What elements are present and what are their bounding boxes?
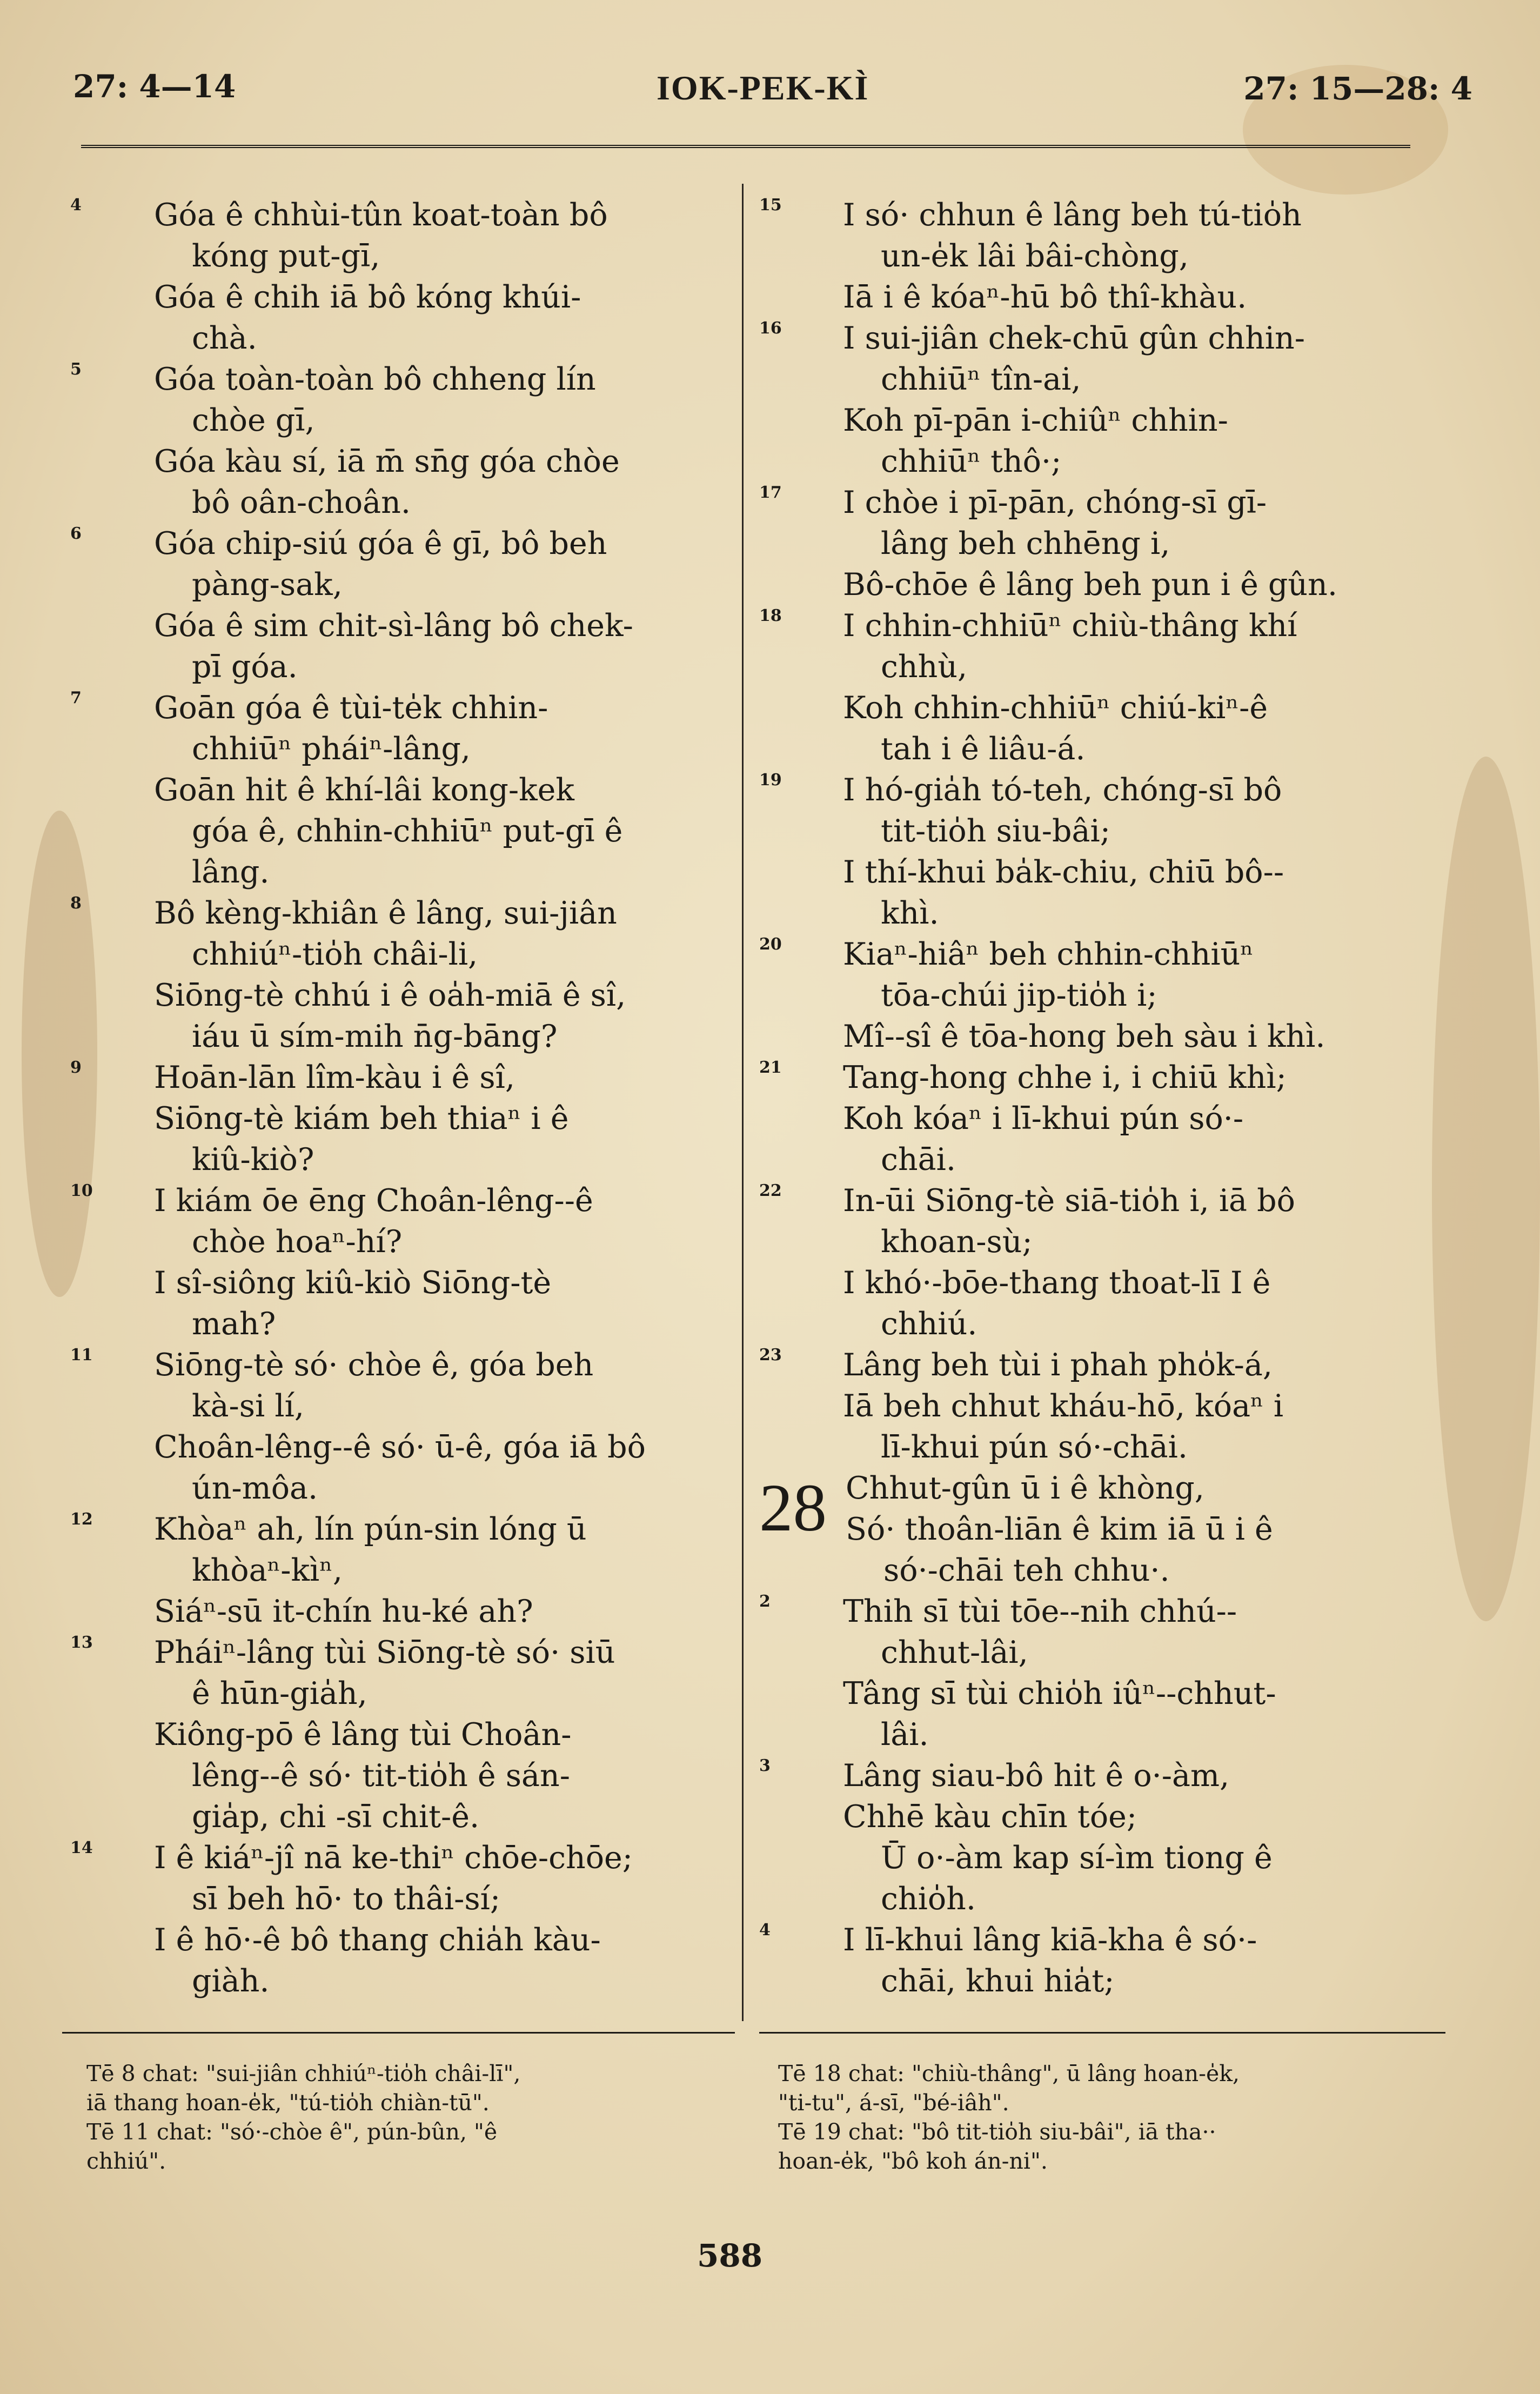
verse-line: Iā i ê kóaⁿ-hū bô thî-khàu. [843,279,1247,315]
verse-line: Kiaⁿ-hiâⁿ beh chhin-chhiūⁿ [843,937,1254,972]
verse-number: 9 [70,1058,82,1077]
verse-line: In-ūi Siōng-tè siā-tio̍h i, iā bô [843,1183,1295,1219]
verse-line: góa ê, chhin-chhiūⁿ put-gī ê [192,813,623,849]
verse-line: Koh chhin-chhiūⁿ chiú-kiⁿ-ê [843,690,1268,726]
verse-line: Koh pī-pān i-chiûⁿ chhin- [843,403,1228,438]
verse-line: Koh kóaⁿ i lī-khui pún só·- [843,1101,1244,1136]
verse-line: Tâng sī tùi chio̍h iûⁿ--chhut- [843,1676,1276,1711]
verse-line: Góa ê sim chit-sì-lâng bô chek- [154,608,633,644]
header-left-ref: 27: 4—14 [73,68,236,105]
verse-line: I chhin-chhiūⁿ chiù-thâng khí [843,608,1297,644]
verse-line: lâng beh chhēng i, [881,526,1170,561]
verse-line: bô oân-choân. [192,485,411,520]
verse-line: chāi, khui hia̍t; [881,1963,1115,1999]
verse-line: chāi. [881,1142,956,1178]
verse-line: pàng-sak, [192,567,343,603]
verse-line: Góa ê chhùi-tûn koat-toàn bô [154,197,608,233]
verse [759,1920,1443,2002]
verse-line: chhiúⁿ-tio̍h châi-li, [192,937,478,972]
verse-line: tit-tio̍h siu-bâi; [881,813,1110,849]
verse [759,1755,1443,1920]
verse-line: chhiūⁿ pháiⁿ-lâng, [192,731,471,767]
verse-number: 2 [759,1592,771,1611]
paper-stain [1432,757,1540,1621]
verse-number: 12 [70,1510,93,1529]
footnote-line: iā thang hoan-e̍k, "tú-tio̍h chiàn-tū". [86,2090,490,2116]
verse-number: 17 [759,483,782,502]
chapter-start [759,1468,1443,1591]
footnote-line: Tē 19 chat: "bô tit-tio̍h siu-bâi", iā tha·· [778,2119,1216,2145]
verse-line: Choân-lêng--ê só· ū-ê, góa iā bô [154,1429,646,1465]
verse-line: chòe hoaⁿ-hí? [192,1224,403,1260]
verse-line: lâi. [881,1717,929,1753]
right-column [759,195,1443,2002]
verse-line: Só· thoân-liān ê kim iā ū i ê [846,1512,1273,1547]
verse-line: lī-khui pún só·-chāi. [881,1429,1188,1465]
verse-line: Góa chip-siú góa ê gī, bô beh [154,526,607,561]
verse-line: chio̍h. [881,1881,976,1917]
verse-line: Hoān-lān lîm-kàu i ê sî, [154,1060,515,1095]
verse-line: I ê kiáⁿ-jî nā ke-thiⁿ chōe-chōe; [154,1840,633,1876]
verse [70,195,727,359]
header-rule [81,145,1410,150]
verse-line: tōa-chúi jip-tio̍h i; [881,978,1157,1013]
verse-line: gia̍p, chi -sī chit-ê. [192,1799,480,1835]
verse [759,770,1443,934]
verse-line: I só· chhun ê lâng beh tú-tio̍h [843,197,1302,233]
verse-line: Lâng beh tùi i phah pho̍k-á, [843,1347,1273,1383]
verse-line: só·-chāi teh chhu·. [883,1553,1170,1588]
verse-line: giàh. [192,1963,270,1999]
verse-line: I lī-khui lâng kiā-kha ê só·- [843,1922,1257,1958]
page-number: 588 [697,2237,763,2274]
verse-line: sī beh hō· to thâi-sí; [192,1881,501,1917]
verse-line: Lâng siau-bô hit ê o·-àm, [843,1758,1230,1794]
verse-line: Siōng-tè chhú i ê oa̍h-miā ê sî, [154,978,626,1013]
verse-line: chà. [192,320,257,356]
footnotes-left [86,2059,735,2176]
verse-line: iáu ū sím-mih n̄g-bāng? [192,1019,558,1054]
verse-line: Siōng-tè kiám beh thiaⁿ i ê [154,1101,569,1136]
verse [70,1057,727,1180]
verse [70,1509,727,1632]
verse [70,1632,727,1837]
verse-number: 5 [70,360,82,379]
verse-line: pī góa. [192,649,298,685]
verse-line: Khòaⁿ ah, lín pún-sin lóng ū [154,1512,587,1547]
verse-line: kiû-kiò? [192,1142,314,1178]
column-divider [742,184,744,2021]
verse-line: chhiú. [881,1306,977,1342]
verse [70,1345,727,1509]
verse [70,687,727,893]
verse-line: Bô kèng-khiân ê lâng, sui-jiân [154,895,617,931]
verse-line: Tang-hong chhe i, i chiū khì; [843,1060,1287,1095]
verse-line: un-e̍k lâi bâi-chòng, [881,238,1189,274]
verse-number: 21 [759,1058,782,1077]
verse-line: khoan-sù; [881,1224,1033,1260]
footnote-line: Tē 11 chat: "só·-chòe ê", pún-bûn, "ê [86,2119,498,2145]
footnote-line: chhiú". [86,2148,166,2174]
verse [70,359,727,523]
verse-line: chòe gī, [192,403,315,438]
verse-line: tah i ê liâu-á. [881,731,1086,767]
running-header [73,58,1472,112]
verse-line: I ê hō·-ê bô thang chia̍h kàu- [154,1922,601,1958]
verse [70,1837,727,2002]
verse-line: Chhut-gûn ū i ê khòng, [846,1470,1204,1506]
verse-line: I hó-gia̍h tó-teh, chóng-sī bô [843,772,1282,808]
verse [759,1057,1443,1180]
verse [759,195,1443,318]
verse-line: Góa kàu sí, iā m̄ sn̄g góa chòe [154,444,620,479]
verse-line: chhiūⁿ tîn-ai, [881,362,1081,397]
footnote-rule-left [62,2032,735,2034]
verse-line: Góa toàn-toàn bô chheng lín [154,362,596,397]
verse-line: Pháiⁿ-lâng tùi Siōng-tè só· siū [154,1635,615,1670]
verse-line: Goān góa ê tùi-te̍k chhin- [154,690,548,726]
verse-line: I thí-khui ba̍k-chiu, chiū bô-- [843,854,1284,890]
verse [70,523,727,687]
verse [70,893,727,1057]
verse-line: Ū o·-àm kap sí-ìm tiong ê [881,1840,1273,1876]
verse [759,482,1443,605]
verse-line: ê hūn-gia̍h, [192,1676,367,1711]
verse-line: kà-si lí, [192,1388,304,1424]
verse-number: 13 [70,1633,93,1652]
verse [759,1345,1443,1468]
verse-line: I sî-siông kiû-kiò Siōng-tè [154,1265,552,1301]
verse-number: 11 [70,1346,93,1365]
verse-number: 16 [759,319,782,338]
verse-number: 20 [759,935,782,954]
footnotes-right [778,2059,1448,2176]
verse [759,605,1443,770]
verse-line: I sui-jiân chek-chū gûn chhin- [843,320,1305,356]
chapter-number: 28 [759,1471,827,1546]
verse-number: 3 [759,1756,771,1775]
footnote-rule-right [759,2032,1445,2034]
verse-line: lêng--ê só· tit-tio̍h ê sán- [192,1758,570,1794]
verse-line: Góa ê chih iā bô kóng khúi- [154,279,581,315]
footnote-line: Tē 18 chat: "chiù-thâng", ū lâng hoan-e̍k, [778,2061,1240,2087]
verse-number: 6 [70,524,82,543]
verse-line: Siáⁿ-sū it-chín hu-ké ah? [154,1594,533,1629]
verse-line: Chhē kàu chīn tóe; [843,1799,1137,1835]
verse-line: khì. [881,895,939,931]
verse-number: 10 [70,1181,93,1200]
verse-line: I kiám ōe ēng Choân-lêng--ê [154,1183,593,1219]
left-column [70,195,727,2002]
verse [759,318,1443,482]
header-right-ref: 27: 15—28: 4 [1243,70,1472,107]
verse-line: Bô-chōe ê lâng beh pun i ê gûn. [843,567,1337,603]
verse [70,1180,727,1345]
verse-line: I chòe i pī-pān, chóng-sī gī- [843,485,1267,520]
verse-line: Siōng-tè só· chòe ê, góa beh [154,1347,594,1383]
verse-number: 22 [759,1181,782,1200]
verse-number: 8 [70,894,82,913]
verse-line: mah? [192,1306,276,1342]
verse-number: 7 [70,688,82,707]
verse [759,1180,1443,1345]
verse-line: lâng. [192,854,270,890]
verse-line: Goān hit ê khí-lâi kong-kek [154,772,574,808]
verse-line: chhiūⁿ thô·; [881,444,1062,479]
verse-line: khòaⁿ-kìⁿ, [192,1553,343,1588]
verse-number: 4 [759,1921,771,1940]
header-book-title: IOK-PEK-KÌ [657,69,869,107]
verse-number: 18 [759,606,782,625]
verse-line: chhut-lâi, [881,1635,1028,1670]
verse-line: ún-môa. [192,1470,318,1506]
verse-number: 4 [70,196,82,215]
footnote-line: hoan-e̍k, "bô koh án-ni". [778,2148,1048,2174]
verse [759,934,1443,1057]
verse-line: Iā beh chhut kháu-hō, kóaⁿ i [843,1388,1284,1424]
verse-line: Thih sī tùi tōe--nih chhú-- [843,1594,1237,1629]
verse-number: 19 [759,771,782,790]
verse-number: 15 [759,196,782,215]
footnote-line: Tē 8 chat: "sui-jiân chhiúⁿ-tio̍h châi-lī", [86,2061,521,2087]
verse [759,1591,1443,1755]
verse-line: kóng put-gī, [192,238,380,274]
verse-line: chhù, [881,649,968,685]
verse-line: I khó·-bōe-thang thoat-lī I ê [843,1265,1271,1301]
footnote-line: "ti-tu", á-sī, "bé-iâh". [778,2090,1009,2116]
verse-number: 23 [759,1346,782,1365]
verse-line: Kiông-pō ê lâng tùi Choân- [154,1717,572,1753]
verse-line: Mî--sî ê tōa-hong beh sàu i khì. [843,1019,1325,1054]
verse-number: 14 [70,1838,93,1857]
